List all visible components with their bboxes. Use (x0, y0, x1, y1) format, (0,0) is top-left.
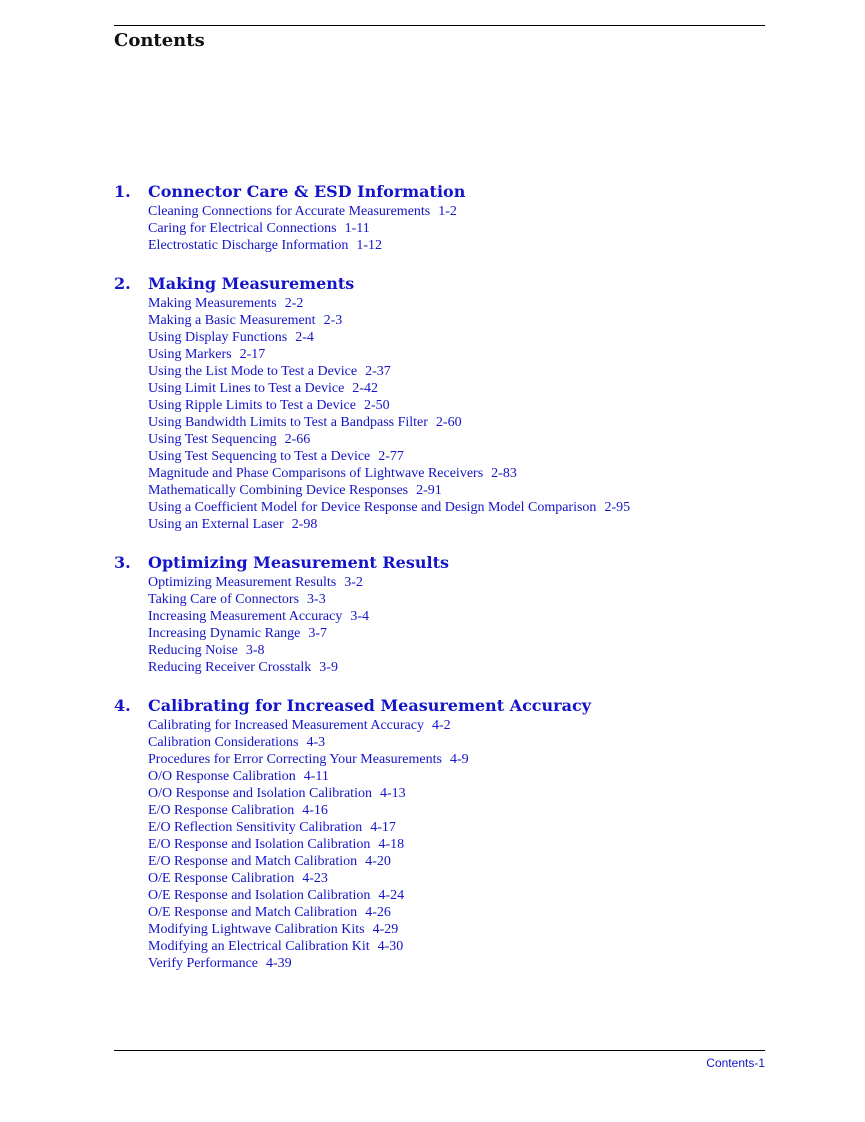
toc-entry-page: 4-18 (378, 837, 405, 852)
chapter-heading[interactable] (114, 553, 754, 573)
chapter-number: 3. (114, 553, 131, 572)
toc-entry-text: Using Markers (148, 347, 232, 362)
toc-entry-text: Optimizing Measurement Results (148, 575, 337, 590)
toc-entry-page: 4-30 (377, 939, 404, 954)
top-rule (114, 25, 765, 26)
toc-entry-text: Calibration Considerations (148, 735, 299, 750)
toc-entry-text: Using Ripple Limits to Test a Device (148, 398, 356, 413)
toc-entry-link[interactable] (148, 938, 754, 955)
toc-entry-text: O/E Response Calibration (148, 871, 295, 886)
toc-entry-text: Modifying Lightwave Calibration Kits (148, 922, 365, 937)
bottom-rule (114, 1050, 765, 1051)
toc-entry-text: O/E Response and Match Calibration (148, 905, 358, 920)
toc-entry-text: Making Measurements (148, 296, 277, 311)
chapter-title-link[interactable]: Connector Care & ESD Information (148, 182, 466, 201)
toc-entry-link[interactable] (148, 625, 754, 642)
toc-entry-text: O/O Response and Isolation Calibration (148, 786, 372, 801)
toc-entry-list (148, 717, 754, 972)
toc-entry-text: Taking Care of Connectors (148, 592, 300, 607)
toc-entry-page: 4-17 (370, 820, 396, 835)
toc-entry-text: Using Test Sequencing to Test a Device (148, 449, 371, 464)
toc-entry-link[interactable] (148, 870, 754, 887)
toc-entry-page: 2-77 (378, 449, 404, 464)
toc-entry-text: Using Test Sequencing (148, 432, 277, 447)
chapter-title-link[interactable]: Making Measurements (148, 274, 355, 293)
toc-entry-text: O/O Response Calibration (148, 769, 296, 784)
toc-entry-link[interactable] (148, 397, 754, 414)
chapter-number: 4. (114, 696, 131, 715)
toc-entry-page: 2-91 (416, 483, 442, 498)
chapter-title-link[interactable]: Calibrating for Increased Measurement Accuracy (148, 696, 592, 715)
toc-entry-text: Mathematically Combining Device Responses (148, 483, 409, 498)
toc-entry-link[interactable] (148, 329, 754, 346)
toc-entry-text: Reducing Receiver Crosstalk (148, 660, 312, 675)
toc-entry-page: 4-3 (306, 735, 326, 750)
chapter-heading[interactable] (114, 182, 754, 202)
toc-entry-text: Making a Basic Measurement (148, 313, 316, 328)
toc-entry-text: E/O Response Calibration (148, 803, 295, 818)
toc-entry-page: 2-98 (291, 517, 318, 532)
toc-entry-page: 2-95 (604, 500, 631, 515)
toc-entry-page: 4-9 (449, 752, 469, 767)
toc-entry-list (148, 203, 754, 254)
toc-chapter (114, 182, 754, 254)
table-of-contents (114, 182, 754, 992)
toc-entry-link[interactable] (148, 904, 754, 921)
toc-entry-link[interactable] (148, 785, 754, 802)
toc-entry-page: 4-16 (302, 803, 328, 818)
toc-chapter (114, 553, 754, 676)
toc-entry-link[interactable] (148, 312, 754, 329)
toc-entry-text: E/O Response and Isolation Calibration (148, 837, 371, 852)
toc-entry-link[interactable] (148, 659, 754, 676)
toc-entry-link[interactable] (148, 836, 754, 853)
toc-entry-text: Increasing Measurement Accuracy (148, 609, 343, 624)
toc-entry-link[interactable] (148, 819, 754, 836)
toc-entry-page: 2-83 (491, 466, 517, 481)
toc-entry-page: 3-8 (245, 643, 265, 658)
footer-page-number: Contents-1 (706, 1056, 765, 1070)
toc-entry-page: 2-50 (363, 398, 390, 413)
toc-entry-text: E/O Reflection Sensitivity Calibration (148, 820, 363, 835)
toc-entry-link[interactable] (148, 734, 754, 751)
toc-entry-link[interactable] (148, 574, 754, 591)
toc-entry-page: 2-66 (284, 432, 311, 447)
toc-entry-link[interactable] (148, 346, 754, 363)
chapter-heading[interactable] (114, 274, 754, 294)
toc-entry-link[interactable] (148, 203, 754, 220)
toc-entry-link[interactable] (148, 642, 754, 659)
toc-entry-text: Cleaning Connections for Accurate Measurements (148, 204, 431, 219)
toc-chapter (114, 696, 754, 972)
toc-entry-link[interactable] (148, 591, 754, 608)
toc-entry-text: Electrostatic Discharge Information (148, 238, 349, 253)
chapter-number: 2. (114, 274, 131, 293)
toc-entry-page: 3-9 (319, 660, 338, 675)
toc-entry-page: 4-26 (365, 905, 391, 920)
toc-entry-text: Using an External Laser (148, 517, 284, 532)
toc-entry-link[interactable] (148, 921, 754, 938)
toc-entry-page: 4-20 (365, 854, 391, 869)
toc-entry-link[interactable] (148, 751, 754, 768)
page-title: Contents (114, 30, 205, 51)
toc-entry-link[interactable] (148, 608, 754, 625)
toc-entry-link[interactable] (148, 220, 754, 237)
toc-entry-text: Reducing Noise (148, 643, 238, 658)
toc-entry-link[interactable] (148, 717, 754, 734)
chapter-number: 1. (114, 182, 131, 201)
toc-entry-text: Increasing Dynamic Range (148, 626, 301, 641)
toc-entry-text: Magnitude and Phase Comparisons of Lightwave Receivers (148, 466, 484, 481)
toc-entry-page: 2-60 (435, 415, 462, 430)
toc-entry-text: E/O Response and Match Calibration (148, 854, 358, 869)
toc-entry-page: 1-11 (344, 221, 370, 236)
toc-entry-link[interactable] (148, 853, 754, 870)
toc-entry-page: 2-4 (295, 330, 314, 345)
toc-entry-page: 2-3 (323, 313, 343, 328)
toc-entry-page: 4-23 (302, 871, 328, 886)
toc-entry-link[interactable] (148, 516, 754, 533)
toc-entry-link[interactable] (148, 363, 754, 380)
toc-entry-text: O/E Response and Isolation Calibration (148, 888, 371, 903)
toc-entry-page: 2-17 (239, 347, 266, 362)
toc-entry-link[interactable] (148, 802, 754, 819)
toc-entry-list (148, 574, 754, 676)
toc-entry-page: 3-2 (344, 575, 363, 590)
toc-entry-page: 4-13 (379, 786, 406, 801)
toc-entry-page: 3-7 (308, 626, 328, 641)
toc-entry-link[interactable] (148, 237, 754, 254)
toc-entry-page: 2-2 (284, 296, 304, 311)
toc-entry-text: Verify Performance (148, 956, 259, 971)
toc-entry-page: 4-39 (266, 956, 292, 971)
toc-chapter (114, 274, 754, 533)
toc-entry-page: 4-2 (432, 718, 451, 733)
toc-entry-page: 2-42 (352, 381, 378, 396)
toc-entry-link[interactable] (148, 499, 754, 516)
toc-entry-page: 1-12 (356, 238, 383, 253)
toc-entry-page: 4-11 (303, 769, 329, 784)
toc-entry-page: 3-3 (307, 592, 326, 607)
toc-entry-link[interactable] (148, 768, 754, 785)
toc-entry-link[interactable] (148, 431, 754, 448)
toc-entry-text: Using a Coefficient Model for Device Response and Design Model Comparison (148, 500, 597, 515)
toc-entry-page: 4-29 (372, 922, 399, 937)
toc-entry-text: Using Limit Lines to Test a Device (148, 381, 345, 396)
chapter-title-link[interactable]: Optimizing Measurement Results (148, 553, 449, 572)
toc-entry-link[interactable] (148, 380, 754, 397)
toc-entry-text: Using Display Functions (148, 330, 288, 345)
chapter-heading[interactable] (114, 696, 754, 716)
toc-entry-link[interactable] (148, 448, 754, 465)
toc-entry-page: 2-37 (365, 364, 391, 379)
toc-entry-list (148, 295, 754, 533)
toc-entry-link[interactable] (148, 295, 754, 312)
toc-entry-link[interactable] (148, 465, 754, 482)
toc-entry-page: 3-4 (350, 609, 370, 624)
toc-entry-link[interactable] (148, 482, 754, 499)
toc-entry-text: Caring for Electrical Connections (148, 221, 337, 236)
toc-entry-page: 1-2 (438, 204, 457, 219)
toc-entry-link[interactable] (148, 887, 754, 904)
toc-entry-text: Procedures for Error Correcting Your Measurements (148, 752, 442, 767)
toc-entry-page: 4-24 (378, 888, 405, 903)
toc-entry-text: Using Bandwidth Limits to Test a Bandpass Filter (148, 415, 428, 430)
toc-entry-text: Modifying an Electrical Calibration Kit (148, 939, 370, 954)
toc-entry-text: Calibrating for Increased Measurement Accuracy (148, 718, 424, 733)
toc-entry-link[interactable] (148, 414, 754, 431)
toc-entry-link[interactable] (148, 955, 754, 972)
toc-entry-text: Using the List Mode to Test a Device (148, 364, 358, 379)
